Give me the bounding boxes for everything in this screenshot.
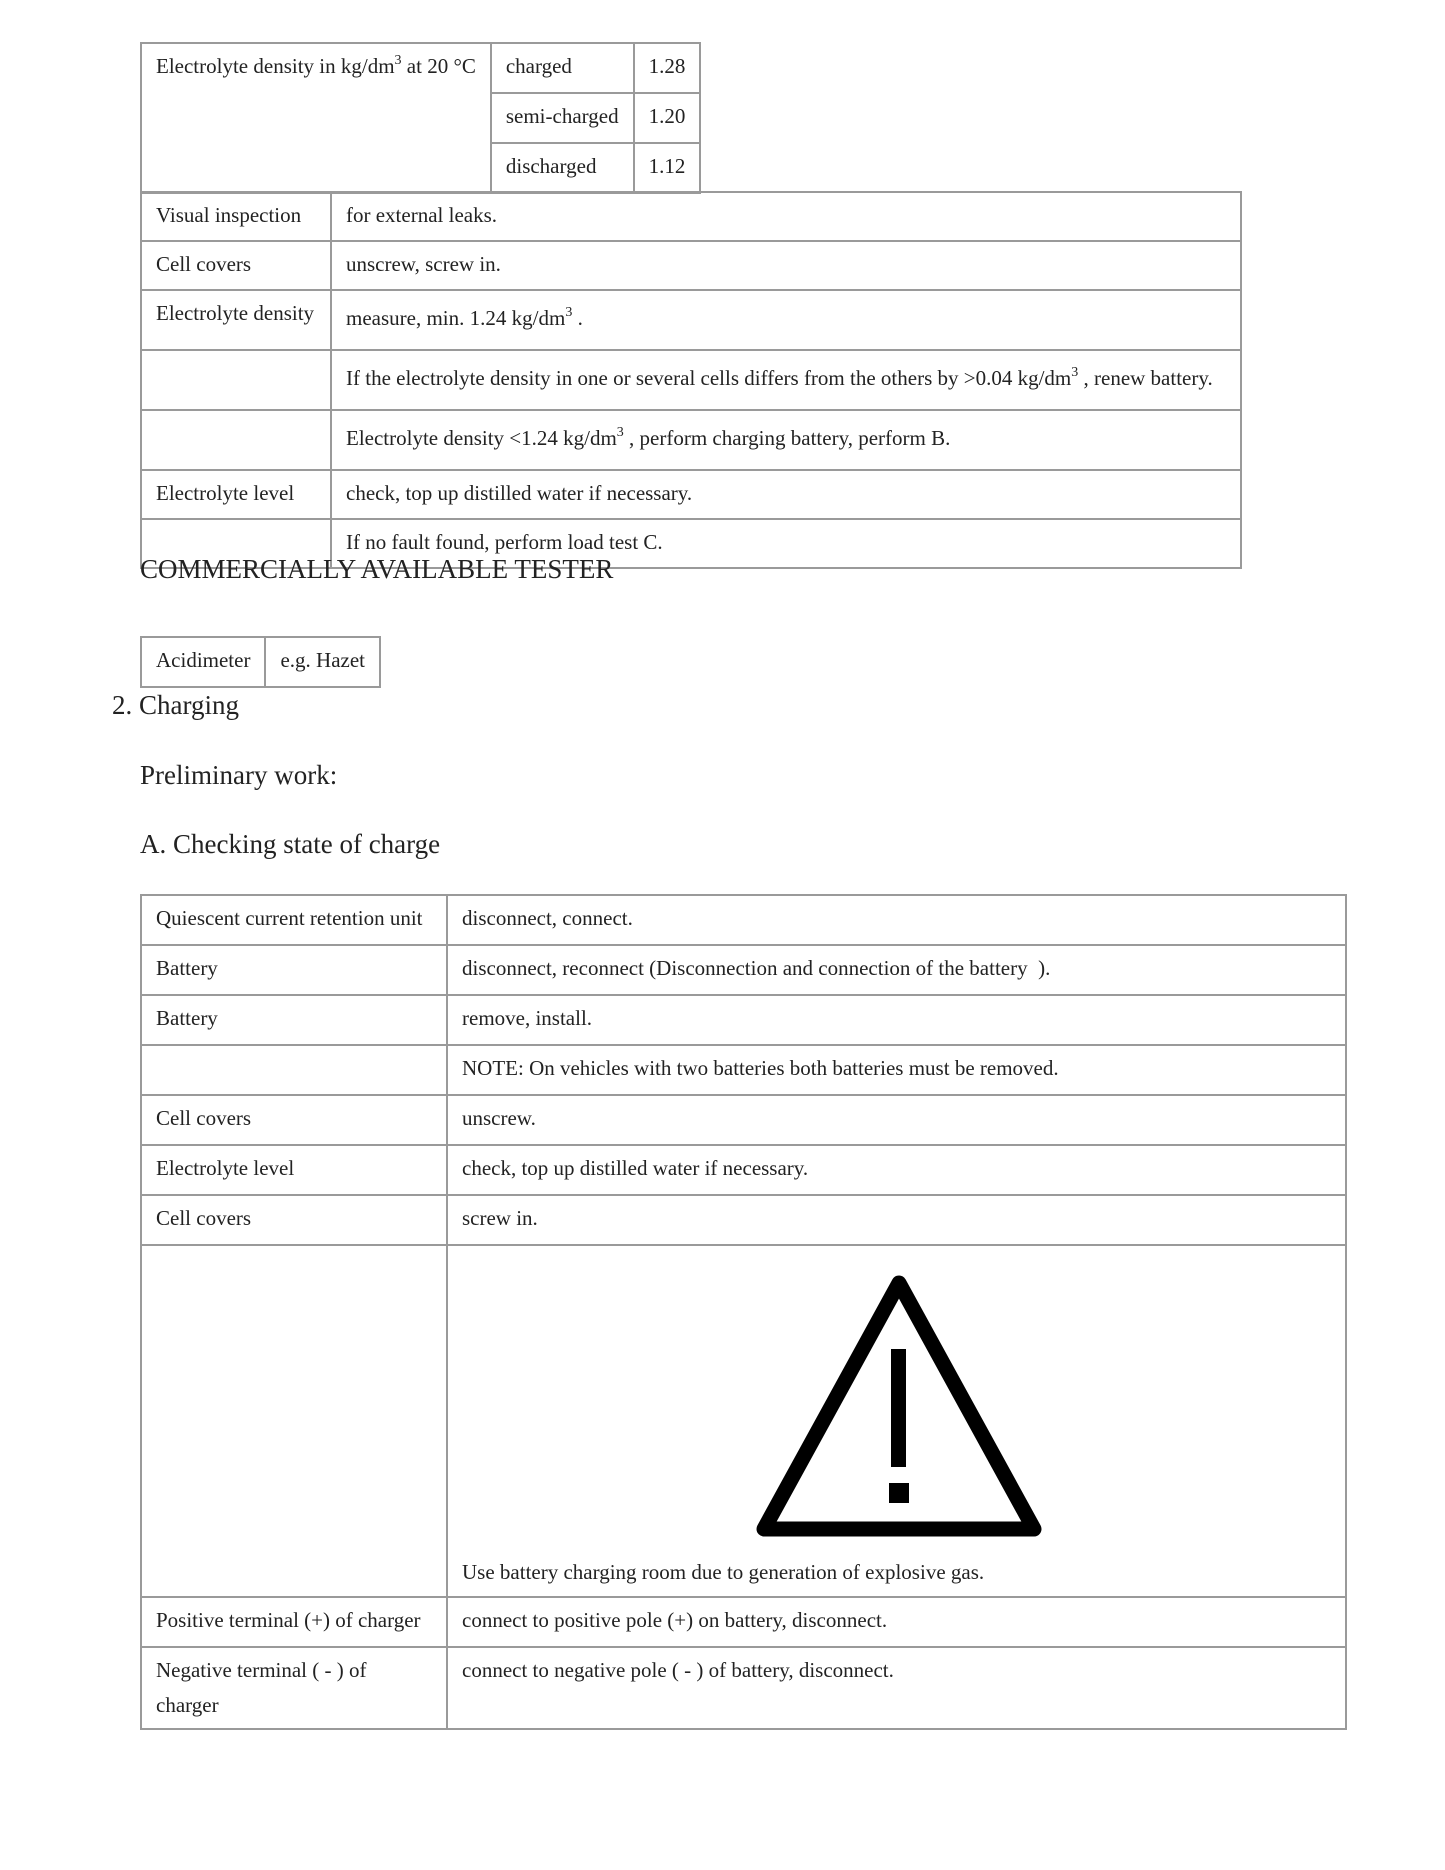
table-row xyxy=(141,290,1241,350)
density-value: 1.12 xyxy=(634,143,701,193)
action-cell: connect to negative pole ( - ) of battery, disconnect. xyxy=(447,1647,1346,1729)
action-cell: If the electrolyte density in one or several cells differs from the others by >0.04 $kg/dm^3$ , renew battery. xyxy=(331,350,1241,410)
density-label: Electrolyte density in $kg/dm^3$ at 20 °C xyxy=(156,53,476,78)
table-row xyxy=(141,192,1241,241)
warning-cell xyxy=(447,1245,1346,1597)
warning-triangle-icon xyxy=(754,1271,1044,1541)
section-heading: 2. Charging xyxy=(112,690,239,720)
table-row xyxy=(141,470,1241,519)
table-row xyxy=(141,1245,1346,1597)
action-cell: check, top up distilled water if necessary. xyxy=(331,470,1241,519)
item-cell: Negative terminal ( - ) of charger xyxy=(141,1647,447,1729)
table-row xyxy=(141,895,1346,945)
action-cell: for external leaks. xyxy=(331,192,1241,241)
table-row xyxy=(141,945,1346,995)
item-cell xyxy=(141,410,331,470)
item-cell: Electrolyte density xyxy=(141,290,331,350)
action-cell: check, top up distilled water if necessary. xyxy=(447,1145,1346,1195)
preliminary-heading: Preliminary work: xyxy=(140,760,338,790)
table-row xyxy=(141,1195,1346,1245)
item-cell: Cell covers xyxy=(141,1195,447,1245)
density-state: charged xyxy=(491,43,634,93)
table-row xyxy=(141,350,1241,410)
item-cell: Battery xyxy=(141,945,447,995)
action-cell: screw in. xyxy=(447,1195,1346,1245)
item-cell: Electrolyte level xyxy=(141,470,331,519)
charging-table xyxy=(140,894,1347,1730)
table-row xyxy=(141,410,1241,470)
warning-text: Use battery charging room due to generation of explosive gas. xyxy=(462,1560,985,1584)
item-cell: Quiescent current retention unit xyxy=(141,895,447,945)
density-label-cell xyxy=(141,43,491,193)
item-cell xyxy=(141,350,331,410)
density-state: semi-charged xyxy=(491,93,634,143)
action-cell: remove, install. xyxy=(447,995,1346,1045)
table-row xyxy=(141,241,1241,290)
item-cell: Positive terminal (+) of charger xyxy=(141,1597,447,1647)
item-cell: Cell covers xyxy=(141,1095,447,1145)
table-row xyxy=(141,1145,1346,1195)
table-row xyxy=(141,1045,1346,1095)
action-cell: unscrew. xyxy=(447,1095,1346,1145)
item-cell: Visual inspection xyxy=(141,192,331,241)
action-cell: If no fault found, perform load test C. xyxy=(331,519,1241,568)
action-cell: NOTE: On vehicles with two batteries both batteries must be removed. xyxy=(447,1045,1346,1095)
table-row xyxy=(141,1647,1346,1729)
density-value: 1.20 xyxy=(634,93,701,143)
item-cell: Cell covers xyxy=(141,241,331,290)
action-cell: unscrew, screw in. xyxy=(331,241,1241,290)
action-cell: measure, min. 1.24 $kg/dm^3$ . xyxy=(331,290,1241,350)
item-cell xyxy=(141,1245,447,1597)
tester-table xyxy=(140,636,381,688)
action-cell: disconnect, reconnect (Disconnection and connection of the battery ). xyxy=(447,945,1346,995)
table-row xyxy=(141,1095,1346,1145)
table-row xyxy=(141,1597,1346,1647)
density-state: discharged xyxy=(491,143,634,193)
tester-example: e.g. Hazet xyxy=(265,637,380,687)
density-value: 1.28 xyxy=(634,43,701,93)
tester-tool: Acidimeter xyxy=(141,637,265,687)
item-cell: Electrolyte level xyxy=(141,1145,447,1195)
subsection-heading: A. Checking state of charge xyxy=(140,829,441,859)
tester-heading: COMMERCIALLY AVAILABLE TESTER xyxy=(140,554,614,584)
action-cell: Electrolyte density <1.24 $kg/dm^3$ , perform charging battery, perform B. xyxy=(331,410,1241,470)
item-cell: Battery xyxy=(141,995,447,1045)
table-row xyxy=(141,995,1346,1045)
inspection-table xyxy=(140,191,1242,569)
item-cell xyxy=(141,1045,447,1095)
action-cell: connect to positive pole (+) on battery, disconnect. xyxy=(447,1597,1346,1647)
table-row xyxy=(141,637,380,687)
electrolyte-density-table xyxy=(140,42,701,194)
action-cell: disconnect, connect. xyxy=(447,895,1346,945)
